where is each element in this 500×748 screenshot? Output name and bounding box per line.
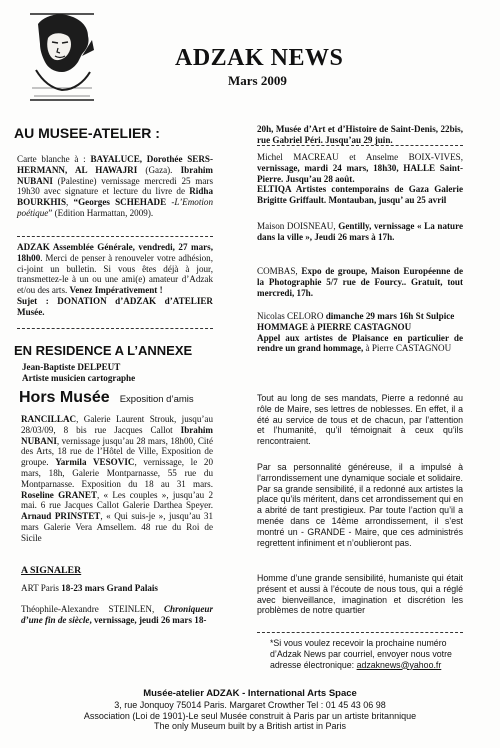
macreau-names: Michel MACREAU et Anselme BOIX-VIVES, <box>257 152 463 162</box>
doisneau-paragraph <box>257 221 463 243</box>
carte-blanche-prefix: Carte blanche à : <box>17 154 91 164</box>
celoro-date: dimanche 29 mars 16h St Sulpice <box>325 311 455 321</box>
hors-text-5: , « Qui suis-je », jusqu’au 31 mars Galerie Vera Amsellem. 48 rue du Roi de Sicile <box>21 511 213 543</box>
hors-text-3: , vernissage, le 20 mars, 18h, Galerie Montparnasse, 55 rue du Montparnasse. Exposition du 18 au 31 mars. <box>21 457 213 489</box>
section-title-musee-atelier: AU MUSEE-ATELIER : <box>14 125 160 141</box>
divider <box>257 145 463 146</box>
residence-name: Jean-Baptiste DELPEUT <box>22 362 121 372</box>
hors-musee-heading <box>19 388 194 407</box>
a-signaler-heading: A SIGNALER <box>21 565 82 576</box>
saint-denis-continuation: 20h, Musée d’Art et d’Histoire de Saint-Denis, 22bis, rue Gabriel Péri. Jusqu’au 29 juin. <box>257 124 463 145</box>
issue-date: Mars 2009 <box>228 73 287 88</box>
hommage-heading: HOMMAGE à PIERRE CASTAGNOU <box>257 321 412 332</box>
footer <box>0 689 500 732</box>
divider <box>17 328 213 329</box>
carte-blanche-paragraph <box>17 154 213 219</box>
art-paris-line <box>21 583 158 594</box>
steinlen-paragraph <box>21 604 213 626</box>
appel-text: Appel aux artistes de Plaisance en particulier de rendre un grand hommage, <box>257 332 463 354</box>
footer-association: Association (Loi de 1901)-Le seul Musée construit à Paris par un artiste britannique <box>83 710 417 721</box>
celoro-name: Nicolas CELORO <box>257 311 326 321</box>
combas-details: Expo de groupe, Maison Européenne de la Photographie 5/7 rue de Fourcy.. Gratuit, tout mercredi, 17h. <box>257 266 463 298</box>
eltiqa-text: ELTIQA Artistes contemporains de Gaza Galerie Brigitte Griffault. Montauban, jusqu’ au 25 avril <box>257 184 463 206</box>
hors-vesovic: Yarmila VESOVIC <box>55 457 135 468</box>
hors-granet: Roseline GRANET <box>21 489 98 500</box>
hors-text-4: , « Les couples », jusqu’au 2 mai. 6 rue Jacques Callot Galerie Darthea Speyer. <box>21 489 214 511</box>
doisneau-name: Maison DOISNEAU, <box>257 221 339 231</box>
divider <box>257 632 463 633</box>
hors-nubani: Ibrahim NUBANI <box>21 424 213 446</box>
carte-blanche-ridha: Ridha BOURKHIS <box>17 186 213 208</box>
hors-musee-subtitle: Exposition d’amis <box>119 394 194 405</box>
appel-end: à Pierre CASTAGNOU <box>365 343 452 354</box>
homme-paragraph: Homme d’une grande sensibilité, humaniste qui était présent et aussi à l’écoute de nous tous, qui a réglé avec bienveillance, imagination et discrétion les problèmes de notre quartier <box>257 573 463 616</box>
macreau-paragraph <box>257 152 463 206</box>
footer-address: 3, rue Jonquoy 75014 Paris. Margaret Crowther Tel : 01 45 43 06 98 <box>114 699 386 710</box>
steinlen-vernissage: , vernissage, jeudi 26 mars 18- <box>89 614 207 625</box>
steinlen-title: Chroniqueur d’une fin de siècle <box>21 604 213 625</box>
hors-rancillac: RANCILLAC <box>21 414 77 424</box>
carte-blanche-schehade: “Georges SCHEHADE <box>73 197 167 208</box>
carte-blanche-comma: , <box>66 197 74 208</box>
residence-role: Artiste musicien cartographe <box>22 373 136 383</box>
newsletter-email-link[interactable]: adzaknews@yahoo.fr <box>356 659 442 670</box>
carte-blanche-artists: BAYALUCE, Dorothée SERS-HERMANN, AL HAWAJRI <box>17 154 213 175</box>
personnalite-paragraph: Par sa personnalité généreuse, il a impulsé à l’arrondissement une dynamique sociale et solidaire. Par sa grande sensibilité, il a redonné aux artistes la place qu’ils méritent, dans cet arrondissement qui en a abrité de tant prestigieux. Par toute l’action qu’il a menée dans ce 14ème arrondissement, il s’est montré un - GRANDE - Maire, que ces administrés regrettent infiniment et n’oublieront pas. <box>257 462 463 548</box>
art-paris-label: ART Paris <box>21 583 62 593</box>
mandats-paragraph: Tout au long de ses mandats, Pierre a redonné au rôle de Maire, ses lettres de noblesses. En effet, il a été au service de tous et de chacun, par l’attention et l’humanité, qu’il témoignait à ceux qu’ils rencontraient. <box>257 393 463 447</box>
assemblee-heading: ADZAK Assemblée Générale, vendredi, 27 mars, 18h00 <box>17 242 213 263</box>
newsletter-text: *Si vous voulez recevoir la prochaine numéro d’Adzak News par courriel, envoyer nous votre adresse électronique: <box>270 638 452 670</box>
doisneau-details: Gentilly, vernissage « La nature dans la ville », Jeudi 26 mars à 17h. <box>257 221 463 242</box>
combas-name: COMBAS, <box>257 266 302 276</box>
steinlen-name: Théophile-Alexandre STEINLEN, <box>21 604 164 614</box>
section-title-residence: EN RESIDENCE A L’ANNEXE <box>14 343 193 358</box>
divider <box>17 236 213 237</box>
assemblee-sujet: Sujet : DONATION d’ADZAK d’ATELIER Musée. <box>17 295 213 317</box>
footer-english: The only Museum built by a British artist in Paris <box>153 721 347 732</box>
assemblee-body: . Merci de penser à renouveler votre adhésion, ci-joint un bulletin. Si vous êtes déjà à jour, transmettez-le à un ou une ami(e) amateur d’Adzak et/ou des arts. <box>17 252 213 296</box>
macreau-vernissage: vernissage, mardi 24 mars, 18h30, HALLE Saint-Pierre. Jusqu’au 28 août. <box>257 162 463 184</box>
carte-blanche-edition: ” (Edition Harmattan, 2009). <box>48 207 154 218</box>
carte-blanche-gaza: (Gaza). <box>137 164 181 175</box>
hors-musee-title: Hors Musée <box>19 389 110 406</box>
footer-museum-name: Musée-atelier ADZAK - International Arts Space <box>143 688 357 699</box>
assemblee-venez: Venez Impérativement ! <box>69 285 163 296</box>
hors-text-2: , vernissage jusqu’au 28 mars, 18h00, Cité des Arts, 18 rue de l’Hôtel de Ville, Exposition de groupe. <box>21 435 213 468</box>
assemblee-paragraph <box>17 242 213 318</box>
portrait-sketch-icon <box>28 10 96 102</box>
carte-blanche-palestine: (Palestine) vernissage mercredi 25 mars 19h30 avec signature et lecture du livre de <box>17 175 213 197</box>
hors-text-1: , Galerie Laurent Strouk, jusqu’au 28/03/09, 8 bis rue Jacques Callot <box>21 414 213 435</box>
carte-blanche-emotion: -L’Emotion poétique <box>17 197 213 218</box>
celoro-paragraph <box>257 311 463 354</box>
hors-musee-paragraph <box>21 414 213 544</box>
page-title: ADZAK NEWS <box>175 45 344 71</box>
carte-blanche-ibrahim: Ibrahim NUBANI <box>17 164 213 186</box>
hors-prinstet: Arnaud PRINSTET <box>21 511 101 522</box>
art-paris-dates: 18-23 mars Grand Palais <box>61 583 158 593</box>
combas-paragraph <box>257 266 463 298</box>
newsletter-note <box>270 638 460 670</box>
